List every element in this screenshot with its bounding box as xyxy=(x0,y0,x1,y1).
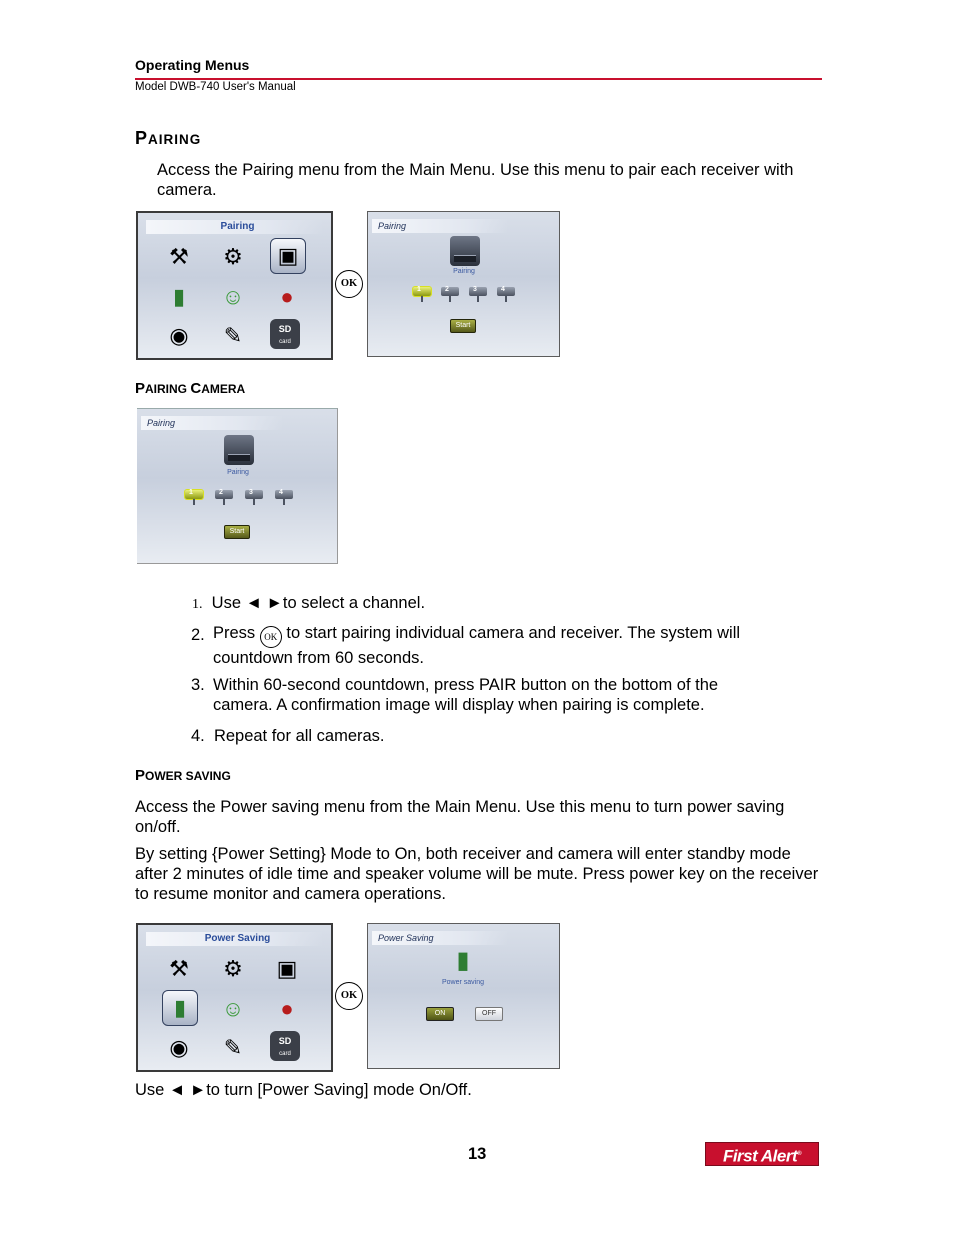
alarm-icon: ● xyxy=(280,284,294,309)
pairing-submenu-screen xyxy=(367,211,560,357)
pairing-camera-title: Pairing xyxy=(141,416,283,430)
camera-settings-icon: ⚙ xyxy=(223,956,243,981)
channel-4-icon: 4 xyxy=(273,488,295,504)
main-menu-title: Pairing xyxy=(146,220,323,234)
power-saving-instruction: Use ◄ ►to turn [Power Saving] mode On/Off. xyxy=(135,1081,472,1099)
camera-icon xyxy=(224,435,254,465)
power-saving-heading: POWER SAVING xyxy=(135,767,231,784)
pairing-camera-screen xyxy=(137,408,338,564)
channel-4-icon: 4 xyxy=(495,285,517,301)
submenu-title: Power Saving xyxy=(372,931,508,945)
page-number: 13 xyxy=(468,1145,487,1163)
off-button: OFF xyxy=(475,1007,503,1021)
channel-2-icon: 2 xyxy=(439,285,461,301)
camera-settings-icon: ⚙ xyxy=(223,244,243,269)
pairing-camera-label: Pairing xyxy=(227,469,249,476)
battery-icon: ▮ xyxy=(456,947,470,974)
pairing-main-menu-screen xyxy=(136,211,333,360)
manual-title: Model DWB-740 User's Manual xyxy=(135,81,296,93)
battery-icon: ▮ xyxy=(172,284,186,309)
start-button: Start xyxy=(450,319,476,333)
alarm-icon: ● xyxy=(280,996,294,1021)
channel-3-icon: 3 xyxy=(243,488,265,504)
channel-1-icon: 1 xyxy=(183,488,205,504)
channel-2-icon: 2 xyxy=(213,488,235,504)
channel-3-icon: 3 xyxy=(467,285,489,301)
step-2: 2. Press OK to start pairing individual camera and receiver. The system will countdown from 60 seconds. xyxy=(191,624,741,667)
record-icon: ◉ xyxy=(169,323,189,348)
document-icon: ✎ xyxy=(223,1035,243,1060)
channel-1-icon: 1 xyxy=(411,285,433,301)
ok-inline-icon: OK xyxy=(260,626,282,648)
step-4: 4. Repeat for all cameras. xyxy=(191,727,385,745)
on-button: ON xyxy=(426,1007,454,1021)
pairing-intro: Access the Pairing menu from the Main Menu. Use this menu to pair each receiver with camera. xyxy=(157,161,794,199)
pairing-label: Pairing xyxy=(453,268,475,275)
camera-icon xyxy=(450,236,480,266)
pairing-heading: PAIRING xyxy=(135,128,202,148)
ok-button-icon: OK xyxy=(335,270,363,298)
pairing-camera-heading: PAIRING CAMERA xyxy=(135,380,246,397)
camera-pairing-icon: ▣ xyxy=(276,956,298,981)
first-alert-logo: First Alert® xyxy=(705,1142,819,1166)
user-icon: ☺ xyxy=(221,996,245,1021)
header-divider xyxy=(135,78,822,80)
sd-card-icon: SD card xyxy=(270,319,300,349)
main-menu-title: Power Saving xyxy=(146,932,323,946)
battery-icon: ▮ xyxy=(162,990,198,1026)
section-title: Operating Menus xyxy=(135,57,250,73)
tools-icon: ⚒ xyxy=(169,956,189,981)
ok-button-icon: OK xyxy=(335,982,363,1010)
start-button: Start xyxy=(224,525,250,539)
power-saving-description: By setting {Power Setting} Mode to On, both receiver and camera will enter standby mode after 2 minutes of idle time and speaker volume will be mute. Press power key on the receiver to resume monitor and camera operations. xyxy=(135,845,819,903)
document-icon: ✎ xyxy=(223,323,243,348)
user-icon: ☺ xyxy=(221,284,245,309)
power-saving-label: Power saving xyxy=(441,979,485,986)
record-icon: ◉ xyxy=(169,1035,189,1060)
submenu-title: Pairing xyxy=(372,219,508,233)
sd-card-icon: SD card xyxy=(270,1031,300,1061)
power-saving-submenu-screen xyxy=(367,923,560,1069)
step-1: 1. Use ◄ ►to select a channel. xyxy=(192,594,426,612)
camera-pairing-icon: ▣ xyxy=(270,238,306,274)
step-3: 3. Within 60-second countdown, press PAIR button on the bottom of the camera. A confirmation image will display when pairing is complete. xyxy=(191,676,719,714)
power-saving-intro: Access the Power saving menu from the Main Menu. Use this menu to turn power saving on/off. xyxy=(135,798,785,836)
tools-icon: ⚒ xyxy=(169,244,189,269)
power-saving-main-menu-screen xyxy=(136,923,333,1072)
